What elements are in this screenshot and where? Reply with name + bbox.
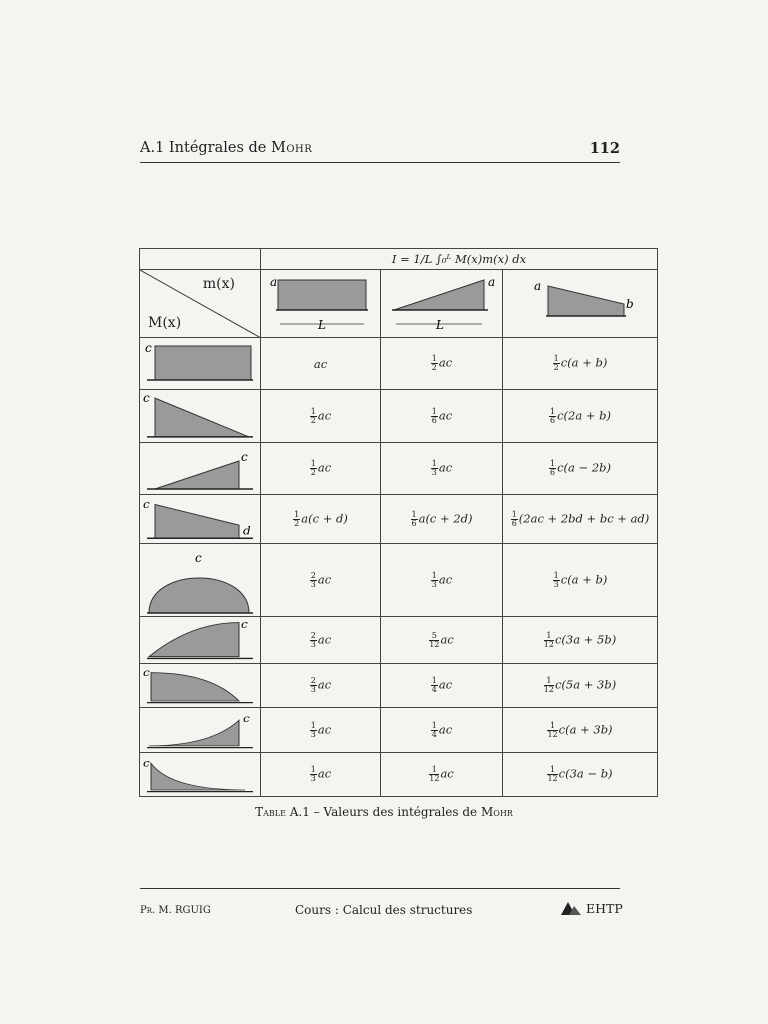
integral-cell [261, 495, 381, 544]
fraction-denominator: 12 [429, 639, 440, 649]
integral-expression: c(2a + b) [557, 408, 611, 422]
col-shape-rectangle [261, 270, 381, 338]
fraction-denominator: 3 [431, 468, 437, 477]
fraction-numerator: 1 [511, 509, 517, 519]
table-row [140, 617, 658, 664]
integral-cell [261, 390, 381, 443]
integral-cell [503, 617, 658, 664]
integral-cell [261, 443, 381, 495]
moment-shape [151, 672, 239, 700]
ehtp-logo-icon [560, 900, 582, 916]
coefficient-fraction [429, 766, 439, 783]
coefficient-fraction [310, 677, 317, 694]
coefficient-fraction [549, 408, 556, 425]
tri-a-label: a [487, 274, 495, 289]
fraction-denominator: 3 [553, 579, 559, 589]
row-shape-cell [140, 664, 261, 708]
fraction-numerator: 2 [310, 570, 316, 580]
fraction-denominator: 3 [431, 579, 437, 589]
fraction-denominator: 2 [431, 363, 437, 372]
integral-expression: c(a − 2b) [557, 460, 611, 475]
integral-cell [381, 495, 503, 544]
integral-expression: ac [313, 356, 328, 371]
fraction-numerator: 1 [431, 720, 437, 730]
coefficient-fraction [310, 572, 317, 589]
footer-logo [560, 900, 623, 916]
fraction-numerator: 2 [310, 676, 316, 685]
footer-author: Pr. M. RGUIG [140, 905, 211, 916]
row-shape-cell [140, 544, 261, 617]
integral-cell [503, 753, 658, 797]
coefficient-fraction [310, 408, 317, 425]
fraction-numerator: 1 [547, 722, 557, 731]
corner-lower-label: M(x) [148, 315, 182, 331]
col-shape-triangle [381, 270, 503, 338]
fraction-numerator: 5 [429, 632, 439, 641]
corner-header-cell [140, 270, 261, 338]
shape-label-c: c [143, 391, 150, 405]
fraction-numerator: 1 [431, 354, 437, 363]
coefficient-fraction [429, 632, 439, 649]
shape-label-c: c [143, 497, 150, 511]
integral-cell [261, 753, 381, 797]
integral-expression: ac [438, 677, 453, 692]
integral-expression: ac [317, 632, 332, 646]
row-shape-cell [140, 338, 261, 390]
integral-cell [381, 617, 503, 664]
coefficient-fraction [411, 511, 418, 528]
integral-expression: a(c + d) [301, 511, 348, 525]
moment-shape [149, 720, 239, 746]
shape-label-c: c [243, 712, 250, 725]
integral-cell [381, 753, 503, 797]
coefficient-fraction [293, 511, 300, 528]
integral-cell [381, 544, 503, 617]
integral-cell [381, 338, 503, 390]
integral-cell [503, 708, 658, 753]
integral-cell [261, 664, 381, 708]
caption-separator: – [313, 805, 320, 819]
integral-expression: c(3a + 5b) [554, 632, 617, 646]
coefficient-fraction [431, 572, 438, 589]
table-body [140, 338, 658, 797]
integral-cell [261, 338, 381, 390]
fraction-numerator: 1 [431, 676, 437, 685]
fraction-denominator: 6 [550, 415, 556, 425]
table-row [140, 390, 658, 443]
fraction-denominator: 12 [543, 685, 554, 694]
moment-shape [155, 346, 251, 380]
triangle-shape-icon [386, 272, 498, 336]
integral-cell [261, 617, 381, 664]
table-row [140, 664, 658, 708]
fraction-numerator: 1 [431, 459, 437, 468]
integral-expression: ac [438, 572, 453, 586]
integral-expression: ac [317, 460, 332, 475]
section-title-text: Intégrales de [168, 140, 267, 156]
trap-a-label: a [534, 278, 542, 293]
caption-text: Valeurs des intégrales de [323, 805, 478, 819]
row-shape-cell [140, 390, 261, 443]
caption-label: Table A.1 [255, 805, 310, 819]
fraction-numerator: 1 [544, 677, 554, 686]
rect-L-label: L [317, 317, 326, 332]
integral-expression: (2ac + 2bd + bc + ad) [518, 511, 650, 525]
coefficient-fraction [310, 722, 317, 739]
footer-course: Cours : Calcul des structures [295, 903, 473, 917]
table-row [140, 443, 658, 495]
fraction-numerator: 1 [310, 720, 316, 730]
corner-upper-label: m(x) [202, 276, 235, 292]
shape-label-c: c [143, 757, 150, 769]
integral-expression: ac [317, 572, 332, 586]
rectangle-shape-icon [266, 272, 376, 336]
table-row [140, 708, 658, 753]
moment-shape [155, 461, 239, 489]
shape-label-c: c [145, 340, 152, 355]
parabola-convex-decreasing-diagram-icon [141, 755, 259, 795]
table-row [140, 544, 658, 617]
table-row [140, 338, 658, 390]
coefficient-fraction [553, 572, 560, 589]
integral-cell [381, 390, 503, 443]
fraction-numerator: 1 [310, 406, 316, 416]
table-row [140, 495, 658, 544]
moment-shape [151, 763, 245, 790]
integral-expression: ac [438, 408, 453, 422]
fraction-denominator: 2 [310, 415, 316, 425]
shape-label-c: c [241, 618, 248, 631]
integral-expression: ac [317, 408, 332, 422]
fraction-numerator: 1 [553, 354, 559, 363]
section-title [140, 140, 312, 156]
mohr-integrals-table [139, 248, 658, 797]
fraction-numerator: 1 [553, 570, 559, 580]
fraction-denominator: 3 [310, 579, 316, 589]
row-shape-cell [140, 617, 261, 664]
rectangle-diagram-icon [141, 340, 259, 388]
fraction-numerator: 1 [310, 765, 316, 774]
section-number: A.1 [140, 140, 165, 156]
parabola-increasing-diagram-icon [141, 619, 259, 662]
caption-name: Mohr [480, 805, 513, 819]
fraction-denominator: 2 [294, 518, 300, 528]
coefficient-fraction [553, 355, 560, 372]
fraction-denominator: 3 [310, 729, 316, 739]
coefficient-fraction [431, 677, 438, 694]
fraction-denominator: 4 [431, 685, 437, 694]
integral-cell [503, 338, 658, 390]
trapezoid-diagram-icon [141, 497, 259, 542]
coefficient-fraction [431, 460, 438, 477]
coefficient-fraction [310, 766, 317, 783]
fraction-numerator: 1 [544, 632, 554, 641]
footer-institution: EHTP [586, 900, 623, 916]
integral-expression: c(3a − b) [558, 766, 613, 781]
integral-expression: ac [317, 677, 332, 692]
integral-cell [503, 443, 658, 495]
moment-shape [155, 504, 239, 538]
moment-shape [155, 398, 249, 437]
fraction-numerator: 1 [294, 509, 300, 519]
coefficient-fraction [431, 355, 438, 372]
fraction-numerator: 1 [411, 509, 417, 519]
integral-expression: c(a + 3b) [558, 722, 613, 736]
fraction-denominator: 4 [431, 729, 437, 739]
coefficient-fraction [310, 460, 317, 477]
shape-label-d: d [243, 523, 251, 537]
fraction-numerator: 1 [431, 570, 437, 580]
section-title-name: Mohr [271, 140, 313, 156]
row-shape-cell [140, 753, 261, 797]
fraction-denominator: 12 [429, 774, 440, 783]
row-shape-cell [140, 495, 261, 544]
fraction-numerator: 1 [550, 406, 556, 416]
parabola-convex-increasing-diagram-icon [141, 710, 259, 751]
integral-cell [503, 495, 658, 544]
integral-cell [261, 708, 381, 753]
rect-a-label: a [269, 274, 277, 289]
triangle-decreasing-diagram-icon [141, 392, 259, 441]
row-shape-cell [140, 443, 261, 495]
coefficient-fraction [431, 722, 438, 739]
integral-expression: ac [440, 632, 454, 646]
fraction-denominator: 6 [511, 518, 517, 528]
row-shape-cell [140, 708, 261, 753]
coefficient-fraction [544, 677, 554, 694]
shape-label-c: c [143, 666, 150, 679]
integral-expression: c(5a + 3b) [554, 677, 617, 692]
moment-shape [149, 622, 239, 656]
triangle-increasing-diagram-icon [141, 445, 259, 493]
fraction-denominator: 6 [411, 518, 417, 528]
tri-L-label: L [435, 317, 444, 332]
fraction-denominator: 12 [543, 639, 554, 649]
parabola-decreasing-diagram-icon [141, 666, 259, 706]
fraction-numerator: 1 [550, 459, 556, 468]
integral-expression: c(a + b) [560, 355, 608, 370]
coefficient-fraction [544, 632, 554, 649]
footer-rule [140, 888, 620, 889]
parabola-symmetric-diagram-icon [141, 546, 259, 615]
fraction-numerator: 2 [310, 630, 316, 640]
page-header [140, 140, 620, 163]
fraction-denominator: 3 [310, 639, 316, 649]
fraction-numerator: 1 [310, 459, 316, 468]
fraction-denominator: 12 [547, 774, 558, 783]
integral-cell [503, 544, 658, 617]
fraction-denominator: 2 [310, 468, 316, 477]
integral-expression: ac [440, 766, 454, 781]
trapezoid-shape-icon [520, 272, 640, 336]
integral-expression: ac [317, 766, 332, 781]
fraction-denominator: 3 [310, 685, 316, 694]
integral-expression: a(c + 2d) [418, 511, 473, 525]
coefficient-fraction [547, 766, 557, 783]
fraction-numerator: 1 [431, 406, 437, 416]
table-caption [0, 805, 768, 819]
coefficient-fraction [310, 632, 317, 649]
fraction-numerator: 1 [547, 766, 557, 775]
integral-cell [503, 664, 658, 708]
shape-label-c: c [195, 550, 202, 565]
integral-expression: ac [438, 460, 453, 475]
fraction-denominator: 6 [550, 468, 556, 477]
integral-cell [261, 544, 381, 617]
fraction-denominator: 3 [310, 774, 316, 783]
integral-cell [381, 443, 503, 495]
integral-expression: ac [317, 722, 332, 736]
fraction-denominator: 6 [431, 415, 437, 425]
table-row [140, 753, 658, 797]
integral-expression: ac [438, 355, 453, 370]
coefficient-fraction [511, 511, 518, 528]
shape-label-c: c [241, 449, 248, 464]
integral-expression: c(a + b) [560, 572, 608, 586]
coefficient-fraction [547, 722, 557, 739]
moment-shape [149, 577, 249, 612]
integral-formula: I = 1/L ∫₀ᴸ M(x)m(x) dx [261, 249, 658, 270]
col-shape-trapezoid [503, 270, 658, 338]
page-number: 112 [589, 140, 620, 157]
integral-cell [503, 390, 658, 443]
fraction-denominator: 12 [547, 729, 558, 739]
integral-cell [381, 708, 503, 753]
trap-b-label: b [626, 296, 634, 311]
fraction-denominator: 2 [553, 363, 559, 372]
coefficient-fraction [431, 408, 438, 425]
fraction-numerator: 1 [429, 766, 439, 775]
integral-expression: ac [438, 722, 453, 736]
coefficient-fraction [549, 460, 556, 477]
integral-cell [381, 664, 503, 708]
